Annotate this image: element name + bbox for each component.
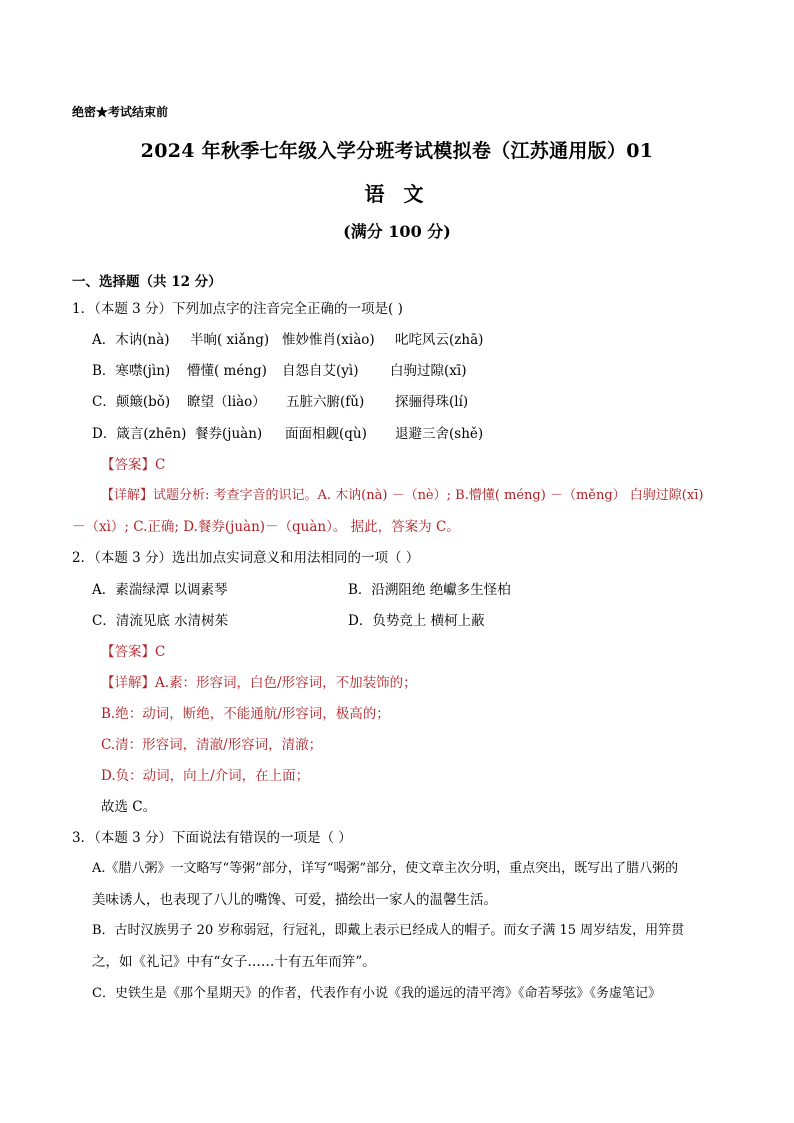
q1-option-b-3: 自怨自艾(yì) (282, 363, 359, 379)
q1-option-c-4: 探骊得珠(lí) (395, 394, 469, 410)
q2-option-d: D．负势竞上 横柯上蔽 (348, 613, 485, 629)
q3-option-a-line1: A.《腊八粥》一文略写“等粥”部分，详写“喝粥”部分，使文章主次分明，重点突出，既写出了腊八粥的 (92, 861, 679, 876)
q1-option-c-1: C．颠簸(bǒ) (92, 394, 171, 410)
q1-option-b-1: B．寒噤(jìn) (92, 363, 171, 379)
q2-detail-line: C.清：形容词，清澈/形容词，清澈； (101, 737, 323, 753)
q2-answer: 【答案】C (101, 644, 166, 660)
q3-option-b-line1: B．古时汉族男子 20 岁称弱冠，行冠礼，即戴上表示已经成人的帽子。而女子满 15 周岁结发，用笄贯 (92, 923, 685, 938)
subject-title: 语 文 (364, 182, 430, 206)
q2-stem: 2．（本题 3 分）选出加点实词意义和用法相同的一项（ ） (72, 550, 420, 566)
q1-detail-line2: －（xì）; C.正确; D.餐券(juàn)－（quàn）。 据此，答案为 C。 (72, 519, 460, 535)
q1-option-b-2: 懵懂( méng) (187, 363, 267, 379)
exam-title: 2024 年秋季七年级入学分班考试模拟卷（江苏通用版）01 (140, 140, 654, 162)
confidential-label: 绝密★考试结束前 (72, 105, 169, 119)
q3-option-c-line1: C．史铁生是《那个星期天》的作者，代表作有小说《我的遥远的清平湾》《命若琴弦》《务虚笔记》 (92, 986, 661, 1001)
q1-option-a-4: 叱咤风云(zhā) (395, 332, 484, 348)
q1-option-b-4: 白驹过隙(xī) (390, 363, 467, 379)
q2-detail-line: D.负：动词，向上/介词，在上面； (101, 768, 310, 784)
q2-detail-line: B.绝：动词，断绝，不能通航/形容词，极高的； (101, 706, 390, 722)
q1-stem: 1．（本题 3 分）下列加点字的注音完全正确的一项是( ) (72, 301, 403, 317)
q1-option-a-3: 惟妙惟肖(xiào) (282, 332, 375, 348)
q2-conclusion: 故选 C。 (101, 799, 157, 815)
q1-option-c-3: 五脏六腑(fǔ) (286, 394, 365, 410)
q1-option-d-3: 面面相觑(qù) (285, 426, 367, 442)
q1-option-d-2: 餐券(juàn) (195, 426, 263, 442)
q3-option-b-line2: 之，如《礼记》中有“女子……十有五年而笄”。 (92, 954, 376, 970)
q2-option-a: A．素湍绿潭 以调素琴 (92, 582, 228, 598)
q1-option-a-2: 半晌( xiǎng) (190, 332, 270, 348)
q1-detail-line1: 【详解】试题分析: 考查字音的识记。A. 木讷(nà) －（nè）; B.懵懂( méng) －（měng） 白驹过隙(xī) (101, 488, 704, 503)
q1-option-d-1: D．箴言(zhēn) (92, 426, 187, 442)
q1-answer: 【答案】C (101, 457, 166, 473)
q1-option-d-4: 退避三舍(shě) (395, 426, 484, 442)
section-heading: 一、选择题（共 12 分） (72, 274, 222, 290)
q2-detail-line: 【详解】A.素：形容词，白色/形容词，不加装饰的； (101, 675, 417, 691)
q3-stem: 3．（本题 3 分）下面说法有错误的一项是（ ） (72, 830, 352, 846)
full-score: (满分 100 分) (343, 222, 451, 241)
q1-option-c-2: 瞭望（liào） (187, 394, 266, 410)
q1-option-a-1: A．木讷(nà) (92, 332, 170, 348)
q3-option-a-line2: 美味诱人，也表现了八儿的嘴馋、可爱，描绘出一家人的温馨生活。 (92, 892, 497, 908)
q2-option-b: B．沿溯阻绝 绝巘多生怪柏 (348, 582, 511, 598)
q2-option-c: C．清流见底 水清树茱 (92, 613, 229, 629)
